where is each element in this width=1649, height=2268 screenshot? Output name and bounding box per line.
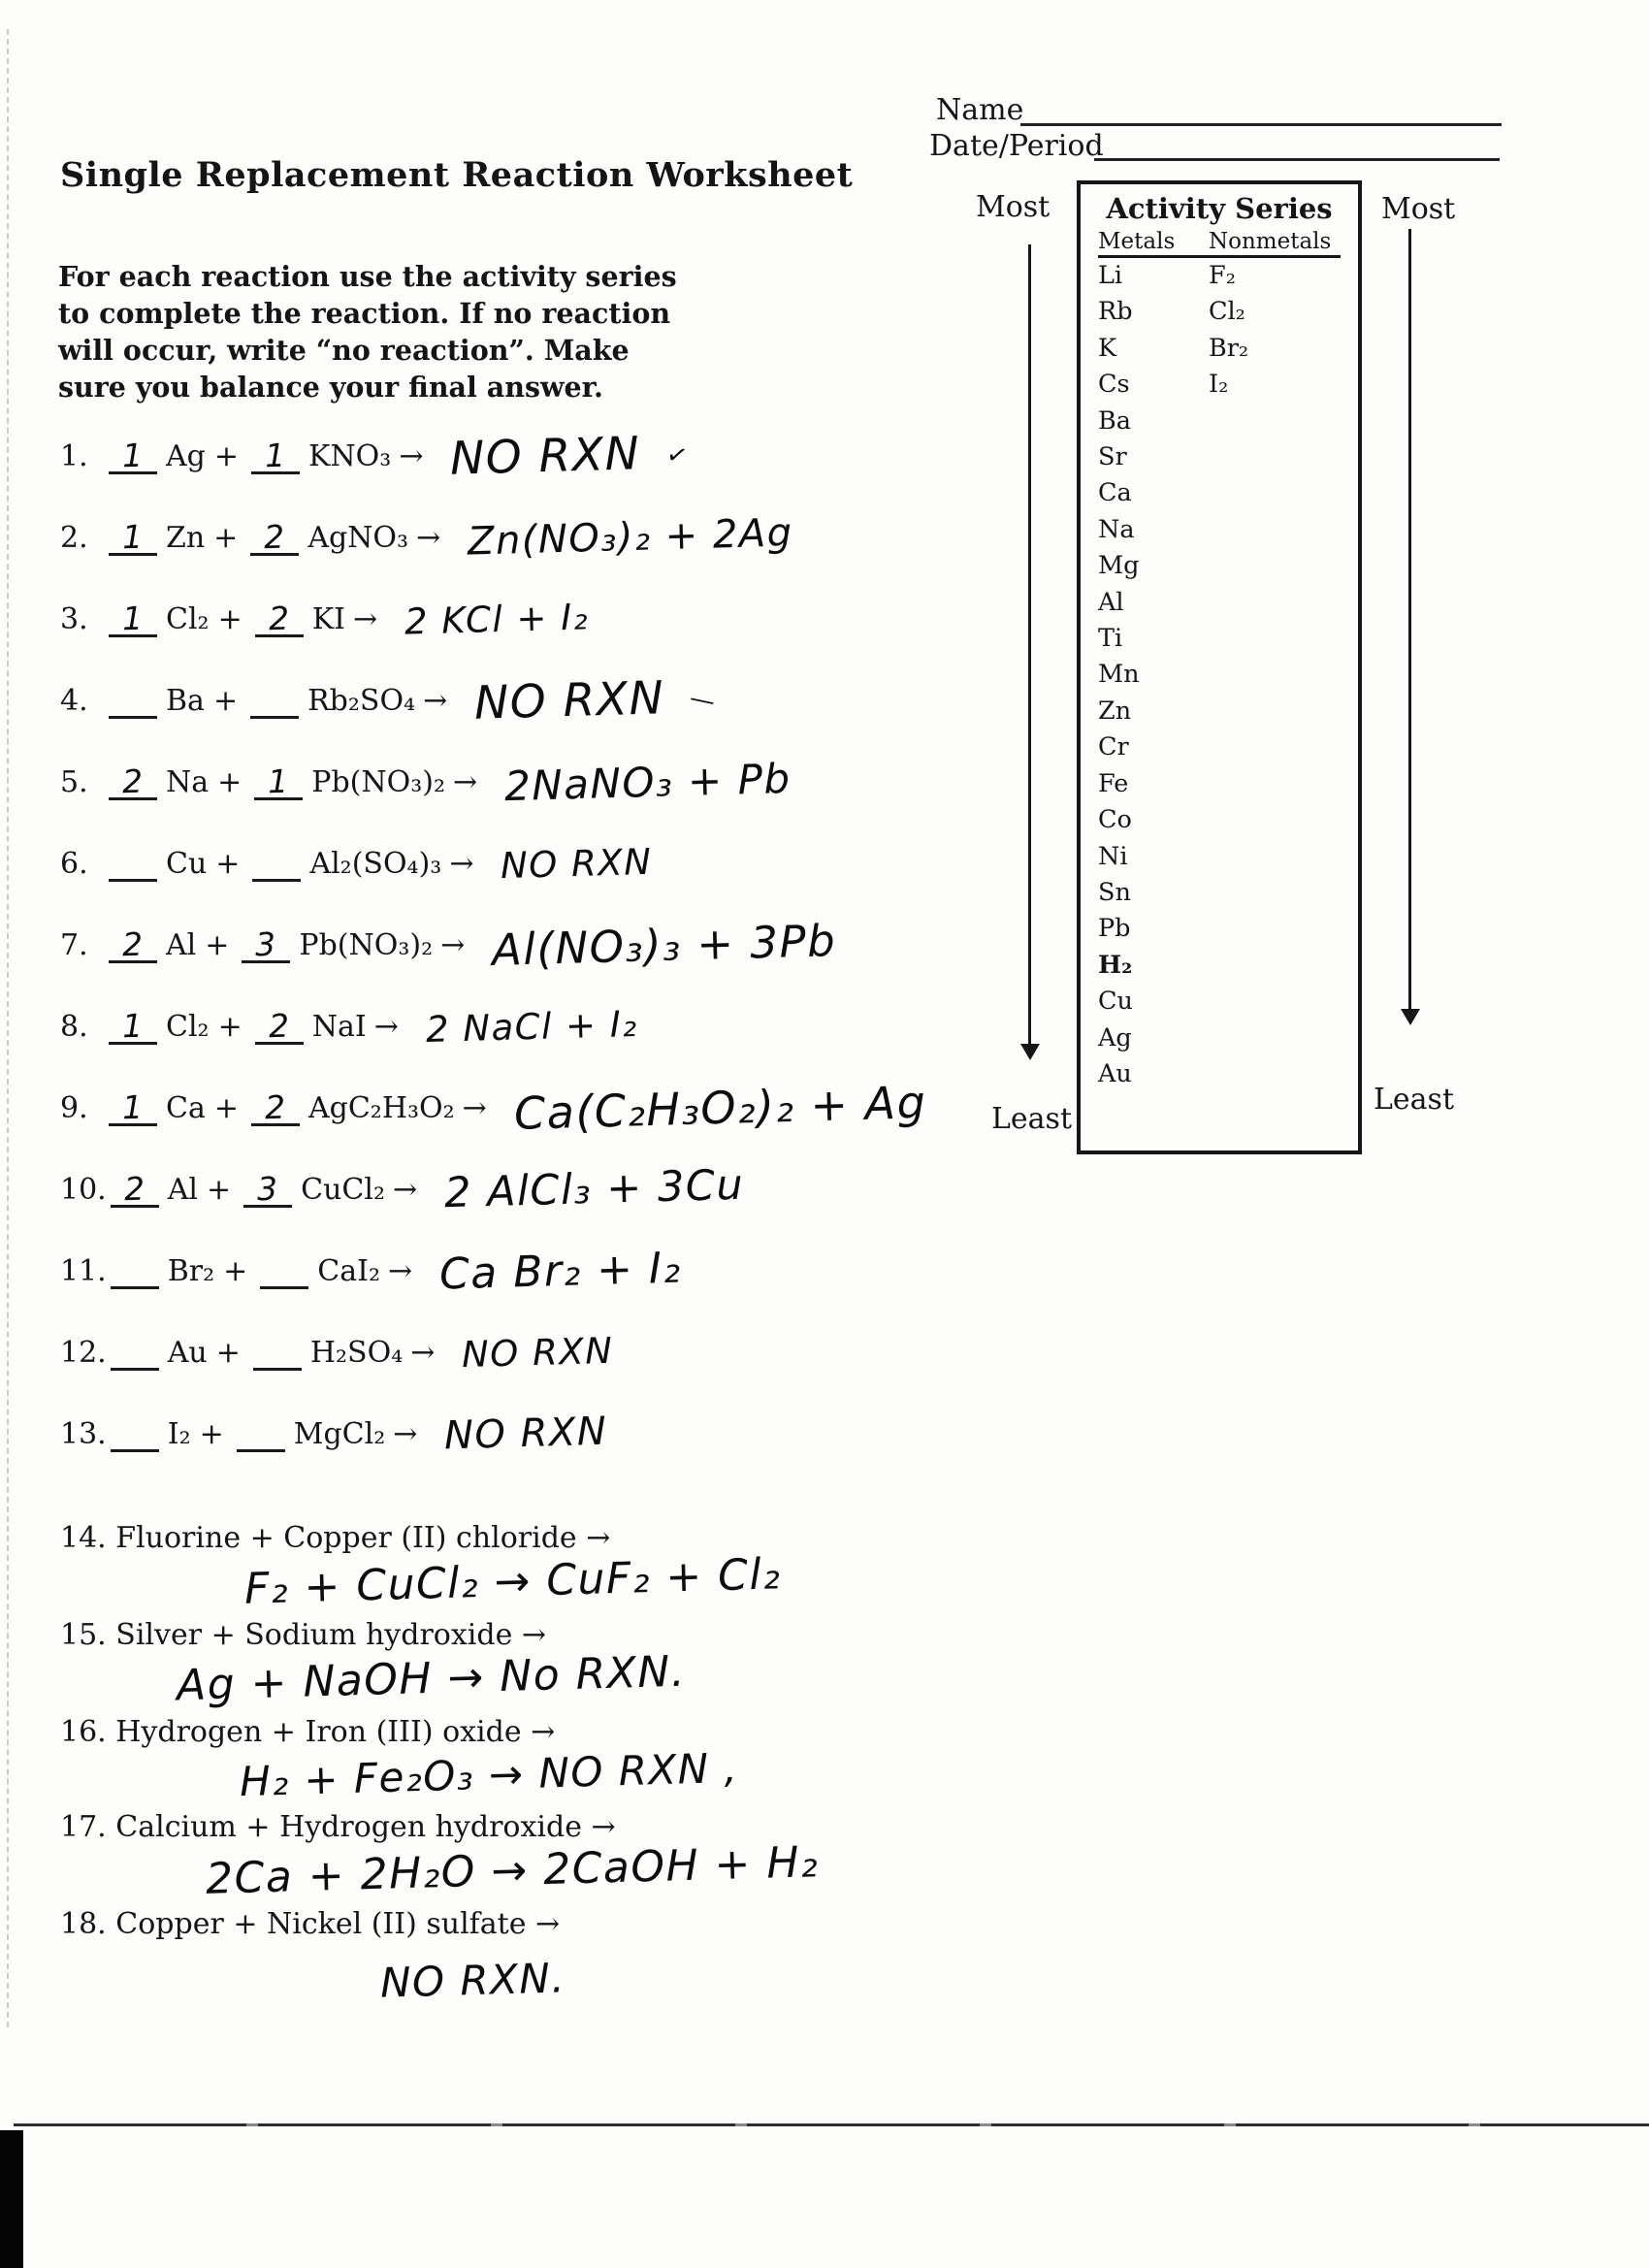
question-row [60,660,1069,741]
reactant-formula-1: I₂ [167,1416,191,1451]
word-equation-text: Fluorine + Copper (II) chloride → [115,1521,611,1555]
activity-series-title: Activity Series [1106,192,1333,225]
word-question-row [60,1618,1176,1715]
question-row [60,415,1069,497]
reactant-formula-1: Al [166,927,197,962]
handwritten-coefficient-2: 1 [267,761,291,800]
activity-series-metal: Ni [1098,841,1128,871]
reactivity-arrow-right [1408,229,1411,1009]
question-row [60,904,1069,986]
coefficient-blank-1 [109,517,157,556]
plus-sign: + [217,764,242,799]
question-row [60,1312,1069,1393]
plus-sign: + [212,683,239,718]
coefficient-blank-1 [111,1416,159,1452]
nonmetals-column [1209,258,1248,1092]
handwritten-answer: 2 NaCl + I₂ [425,1002,638,1051]
activity-series-metal: Cr [1098,732,1129,762]
activity-series-metal: Mg [1098,551,1140,581]
reaction-arrow: → [388,1253,413,1288]
question-number: 9. [60,1090,88,1125]
coefficient-blank-2 [242,924,290,963]
handwritten-answer: 2 KCl + I₂ [404,595,590,643]
coefficient-blank-2 [255,601,304,637]
question-number: 11. [60,1253,107,1288]
question-row [60,578,1069,660]
plus-sign: + [223,1253,248,1288]
activity-series-nonmetal: F₂ [1209,261,1236,290]
word-question-prompt [60,1618,1176,1652]
most-label-right: Most [1381,192,1456,226]
page-title: Single Replacement Reaction Worksheet [60,155,854,195]
handwritten-coefficient-2: 2 [268,599,291,637]
handwritten-answer: NO RXN. [379,1954,566,2007]
handwritten-answer: Zn(NO₃)₂ + 2Ag [467,510,794,565]
activity-series-metal: Na [1098,514,1135,544]
questions-list [60,415,1069,1474]
reactant-formula-2: Pb(NO₃)₂ [299,927,434,962]
reactant-formula-1: Ag [166,438,206,473]
question-number: 13. [60,1416,107,1451]
activity-series-metal: Li [1098,261,1123,290]
coefficient-blank-2 [250,517,299,556]
handwritten-answer: NO RXN [500,840,654,887]
plus-sign: + [215,846,241,881]
word-question-prompt [60,1810,1176,1844]
word-question-prompt [60,1907,1176,1941]
nonmetals-column-header: Nonmetals [1209,229,1332,254]
handwritten-answer: Ca(C₂H₃O₂)₂ + Ag [513,1076,927,1140]
activity-series-metal: Mn [1098,660,1140,690]
activity-series-nonmetal: Br₂ [1209,333,1249,363]
activity-series-nonmetal: Cl₂ [1209,297,1245,327]
question-row [60,1067,1069,1149]
word-question-row [60,1907,1176,2016]
reaction-arrow: → [352,601,378,636]
question-number: 6. [60,846,88,881]
coefficient-blank-2 [250,683,299,719]
reaction-arrow: → [410,1335,436,1370]
question-row [60,986,1069,1067]
coefficient-blank-1 [109,1006,157,1045]
word-equation-text: Hydrogen + Iron (III) oxide → [115,1715,556,1749]
coefficient-blank-2 [260,1253,308,1289]
coefficient-blank-1 [109,683,157,719]
least-label-left: Least [991,1102,1073,1136]
handwritten-answer: F₂ + CuCl₂ → CuF₂ + Cl₂ [243,1549,782,1614]
handwritten-answer: 2NaNO₃ + Pb [503,754,792,810]
word-equation-text: Calcium + Hydrogen hydroxide → [115,1810,616,1844]
least-label-right: Least [1374,1083,1455,1117]
handwritten-answer: NO RXN [443,1409,609,1459]
question-row [60,1230,1069,1312]
coefficient-blank-1 [111,1169,159,1208]
activity-series-metal: Ca [1098,478,1132,508]
arrowhead-down-icon [1401,1009,1420,1025]
coefficient-blank-1 [111,1253,159,1289]
handwritten-coefficient-1: 1 [121,599,146,637]
reactant-formula-2: Al₂(SO₄)₃ [309,846,442,881]
arrowhead-down-icon [1020,1044,1040,1060]
reactant-formula-1: Ca [166,1090,206,1125]
reactant-formula-2: Pb(NO₃)₂ [311,764,445,799]
coefficient-blank-2 [252,846,301,882]
reactant-formula-2: AgC₂H₃O₂ [307,1090,455,1125]
question-row [60,497,1069,578]
reaction-arrow: → [423,683,448,718]
reactant-formula-2: CuCl₂ [301,1172,385,1207]
handwritten-coefficient-1: 1 [121,517,146,556]
question-number: 7. [60,927,88,962]
activity-series-metal: Cu [1098,987,1133,1017]
activity-series-metal: Co [1098,805,1132,835]
word-equation-text: Silver + Sodium hydroxide → [115,1618,546,1652]
handwritten-mark: — [687,683,720,718]
name-blank-line [1020,123,1502,126]
handwritten-coefficient-2: 3 [256,1169,280,1208]
reaction-arrow: → [416,520,441,555]
question-number: 10. [60,1172,107,1207]
reactant-formula-1: Br₂ [167,1253,215,1288]
question-number: 15. [60,1618,107,1652]
word-question-row [60,1810,1176,1907]
question-row [60,741,1069,823]
coefficient-blank-2 [254,761,303,800]
activity-series-metal: Pb [1098,914,1131,944]
handwritten-answer: Al(NO₃)₃ + 3Pb [491,914,838,976]
metals-column [1098,258,1209,1092]
most-label-left: Most [976,190,1051,224]
reactant-formula-1: Ba [166,683,205,718]
metals-column-header: Metals [1098,229,1176,254]
handwritten-coefficient-1: 2 [121,761,146,800]
coefficient-blank-1 [109,1087,157,1126]
handwritten-mark: ✓ [663,438,692,473]
coefficient-blank-1 [109,601,157,637]
plus-sign: + [217,601,242,636]
coefficient-blank-2 [253,1335,302,1371]
activity-series-metal: Fe [1098,768,1129,798]
question-row [60,823,1069,904]
activity-series-metal: Sr [1098,442,1127,472]
coefficient-blank-1 [109,924,157,963]
scan-edge-artifact [7,29,9,2027]
reactant-formula-1: Au [167,1335,208,1370]
reaction-arrow: → [393,1416,418,1451]
question-row [60,1393,1069,1474]
handwritten-coefficient-2: 3 [254,924,278,963]
activity-series-metal: Ba [1098,405,1131,436]
word-question-row [60,1715,1176,1810]
handwritten-answer: 2Ca + 2H₂O → 2CaOH + H₂ [205,1837,820,1904]
name-label: Name [936,93,1024,127]
word-questions-list [60,1521,1176,2016]
plus-sign: + [205,927,230,962]
plus-sign: + [206,1172,232,1207]
question-number: 3. [60,601,88,636]
date-period-label: Date/Period [929,129,1104,163]
question-number: 16. [60,1715,107,1749]
handwritten-answer: H₂ + Fe₂O₃ → NO RXN , [239,1743,739,1806]
coefficient-blank-1 [111,1335,159,1371]
reaction-arrow: → [399,438,424,473]
handwritten-coefficient-2: 2 [268,1006,291,1045]
handwritten-answer: Ca Br₂ + I₂ [438,1243,683,1299]
coefficient-blank-2 [255,1006,304,1045]
reactant-formula-2: NaI [311,1009,367,1044]
coefficient-blank-1 [109,846,157,882]
activity-series-headers [1098,229,1341,258]
plus-sign: + [199,1416,224,1451]
reactant-formula-2: MgCl₂ [293,1416,386,1451]
reactant-formula-2: KNO₃ [308,438,392,473]
activity-series-metal: Sn [1098,877,1131,907]
activity-series-metal: Ti [1098,624,1123,654]
reactant-formula-1: Al [167,1172,198,1207]
reaction-arrow: → [440,927,466,962]
question-number: 5. [60,764,88,799]
scan-bottom-line [14,2123,1649,2126]
plus-sign: + [215,1335,241,1370]
handwritten-coefficient-1: 2 [121,924,146,963]
plus-sign: + [217,1009,242,1044]
handwritten-answer: NO RXN [461,1329,615,1376]
question-number: 14. [60,1521,107,1555]
activity-series-metal: H₂ [1098,950,1133,980]
question-number: 12. [60,1335,107,1370]
instructions-text: For each reaction use the activity series to complete the reaction. If no reaction will occur, write “no reaction”. Make sure you balance your final answer. [58,260,677,404]
handwritten-coefficient-1: 1 [121,1087,146,1126]
activity-series-box [1077,180,1362,1154]
word-equation-text: Copper + Nickel (II) sulfate → [115,1907,561,1941]
reactant-formula-2: KI [311,601,345,636]
reactant-formula-1: Cu [166,846,208,881]
scan-corner-bar [0,2130,23,2268]
coefficient-blank-2 [251,1087,300,1126]
coefficient-blank-2 [243,1169,292,1208]
coefficient-blank-1 [109,438,157,474]
handwritten-coefficient-1: 1 [121,1006,146,1045]
question-number: 18. [60,1907,107,1941]
handwritten-coefficient-2: 1 [264,436,288,474]
reaction-arrow: → [462,1090,487,1125]
activity-series-metal: Ag [1098,1022,1132,1053]
reaction-arrow: → [449,846,474,881]
activity-series-columns [1098,258,1358,1092]
plus-sign: + [213,1090,239,1125]
activity-series-metal: Rb [1098,297,1133,327]
reactant-formula-1: Cl₂ [166,601,210,636]
handwritten-coefficient-1: 2 [123,1169,146,1208]
question-number: 17. [60,1810,107,1844]
reactant-formula-2: Rb₂SO₄ [307,683,416,718]
reactant-formula-1: Zn [166,520,206,555]
handwritten-coefficient-2: 2 [263,517,287,556]
reactant-formula-2: CaI₂ [317,1253,380,1288]
activity-series-nonmetal: I₂ [1209,370,1229,400]
handwritten-coefficient-2: 2 [264,1087,288,1126]
question-row [60,1149,1069,1230]
reaction-arrow: → [452,764,478,799]
coefficient-blank-2 [251,438,300,474]
plus-sign: + [213,520,239,555]
reactant-formula-1: Na [166,764,210,799]
coefficient-blank-2 [237,1416,285,1452]
plus-sign: + [213,438,240,473]
reactant-formula-2: H₂SO₄ [309,1335,404,1370]
reactivity-arrow-left [1028,244,1031,1044]
reaction-arrow: → [392,1172,418,1207]
question-number: 8. [60,1009,88,1044]
coefficient-blank-1 [109,761,157,800]
handwritten-answer: NO RXN [449,426,642,486]
question-number: 1. [60,438,88,473]
handwritten-answer: NO RXN [473,670,666,730]
reaction-arrow: → [373,1009,399,1044]
handwritten-answer: 2 AlCl₃ + 3Cu [443,1160,745,1218]
activity-series-metal: Au [1098,1058,1132,1088]
question-number: 2. [60,520,88,555]
activity-series-metal: Al [1098,587,1124,617]
reactant-formula-2: AgNO₃ [307,520,409,555]
activity-series-metal: Zn [1098,696,1132,726]
date-period-blank-line [1094,158,1500,161]
word-question-prompt [60,1715,1176,1749]
question-number: 4. [60,683,88,718]
activity-series-metal: Cs [1098,370,1130,400]
handwritten-coefficient-1: 1 [121,436,146,474]
reactant-formula-1: Cl₂ [166,1009,210,1044]
word-question-row [60,1521,1176,1618]
handwritten-answer: Ag + NaOH → No RXN. [176,1646,687,1711]
activity-series-metal: K [1098,333,1117,363]
word-question-prompt [60,1521,1176,1555]
